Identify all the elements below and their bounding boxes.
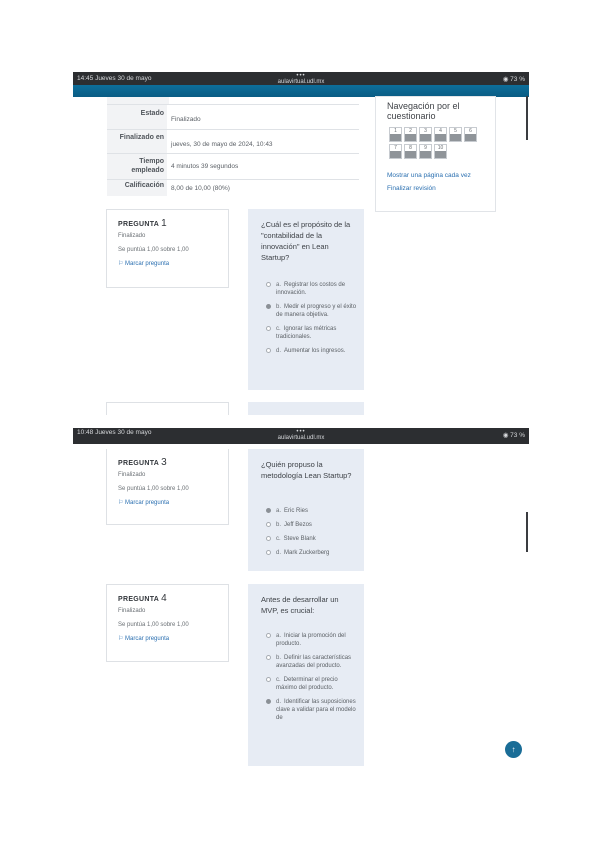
- status-time: 10:48 Jueves 30 de mayo: [77, 429, 152, 436]
- battery-indicator: ◉ 73 %: [502, 432, 525, 439]
- quiz-nav-button-4[interactable]: 4: [434, 127, 447, 142]
- question-text: ¿Cuál es el propósito de la "contabilidad de la innovación" en Lean Startup?: [261, 220, 351, 262]
- answer-option-a[interactable]: a. Iniciar la promoción del producto.: [266, 632, 358, 648]
- question-1-content: [248, 209, 364, 390]
- radio-button[interactable]: [266, 282, 271, 287]
- question-4-content: [248, 584, 364, 766]
- tab-dots[interactable]: •••: [296, 429, 306, 435]
- quiz-nav-button-8[interactable]: 8: [404, 144, 417, 159]
- answer-option-b[interactable]: b. Definir las características avanzadas del producto.: [266, 654, 358, 670]
- question-score: Se puntúa 1,00 sobre 1,00: [118, 622, 189, 628]
- answer-option-c[interactable]: c. Determinar el precio máximo del producto.: [266, 676, 358, 692]
- screenshot-top: [73, 72, 529, 415]
- radio-button[interactable]: [266, 348, 271, 353]
- flag-question-link[interactable]: ⚐ Marcar pregunta: [118, 636, 170, 642]
- scrollbar[interactable]: [526, 512, 528, 552]
- quiz-navigation-block: [375, 96, 496, 212]
- finalizado-value: jueves, 30 de mayo de 2024, 10:43: [171, 141, 273, 148]
- question-2-content-partial: [248, 402, 364, 415]
- flag-icon: ⚐: [118, 636, 126, 642]
- question-4-info: [106, 584, 229, 662]
- question-2-info-partial: [106, 402, 229, 415]
- answer-option-d[interactable]: d. Aumentar los ingresos.: [266, 347, 358, 355]
- radio-button[interactable]: [266, 522, 271, 527]
- answer-option-c[interactable]: c. Ignorar las métricas tradicionales.: [266, 325, 358, 341]
- estado-value: Finalizado: [171, 116, 201, 123]
- estado-label: Estado: [107, 105, 167, 129]
- radio-button-selected[interactable]: [266, 699, 271, 704]
- answer-options: [266, 507, 358, 563]
- flag-icon: ⚐: [118, 261, 126, 267]
- question-1-info: [106, 209, 229, 288]
- answer-option-d[interactable]: d. Identificar las suposiciones clave a validar para el modelo de: [266, 698, 358, 722]
- quiz-nav-button-10[interactable]: 10: [434, 144, 447, 159]
- flag-question-link[interactable]: ⚐ Marcar pregunta: [118, 261, 170, 267]
- answer-option-b[interactable]: b. Medir el progreso y el éxito de manera objetiva.: [266, 303, 358, 319]
- radio-button[interactable]: [266, 536, 271, 541]
- answer-option-d[interactable]: d. Mark Zuckerberg: [266, 549, 358, 557]
- quiz-nav-button-3[interactable]: 3: [419, 127, 432, 142]
- flag-icon: ⚐: [118, 500, 126, 506]
- arrow-up-icon[interactable]: ↑: [505, 741, 522, 758]
- question-status: Finalizado: [118, 233, 146, 239]
- radio-button-selected[interactable]: [266, 304, 271, 309]
- answer-option-b[interactable]: b. Jeff Bezos: [266, 521, 358, 529]
- question-text: Antes de desarrollar un MVP, es crucial:: [261, 595, 339, 615]
- answer-option-c[interactable]: c. Steve Blank: [266, 535, 358, 543]
- quiz-nav-button-9[interactable]: 9: [419, 144, 432, 159]
- status-time: 14:45 Jueves 30 de mayo: [77, 75, 152, 82]
- flag-question-link[interactable]: ⚐ Marcar pregunta: [118, 500, 170, 506]
- quiz-nav-button-2[interactable]: 2: [404, 127, 417, 142]
- radio-button[interactable]: [266, 550, 271, 555]
- quiz-nav-button-5[interactable]: 5: [449, 127, 462, 142]
- finish-review-link[interactable]: Finalizar revisión: [387, 185, 436, 192]
- url-label[interactable]: aulavirtual.udl.mx: [277, 435, 325, 441]
- quiz-nav-button-1[interactable]: 1: [389, 127, 402, 142]
- question-status: Finalizado: [118, 472, 146, 478]
- summary-row-tiempo: [107, 154, 359, 180]
- summary-row-estado: [107, 105, 359, 130]
- answer-option-a[interactable]: a. Registrar los costos de innovación.: [266, 281, 358, 297]
- question-score: Se puntúa 1,00 sobre 1,00: [118, 247, 189, 253]
- finalizado-label: Finalizado en: [107, 130, 167, 153]
- quiz-nav-button-6[interactable]: 6: [464, 127, 477, 142]
- quiz-nav-button-7[interactable]: 7: [389, 144, 402, 159]
- summary-row-finalizado: [107, 130, 359, 154]
- radio-button[interactable]: [266, 326, 271, 331]
- radio-button-selected[interactable]: [266, 508, 271, 513]
- summary-row-calificacion: [107, 180, 359, 196]
- screenshot-bottom: [73, 428, 529, 766]
- radio-button[interactable]: [266, 655, 271, 660]
- question-3-info: [106, 449, 229, 525]
- status-bar: [73, 428, 529, 444]
- url-label[interactable]: aulavirtual.udl.mx: [277, 79, 325, 85]
- quiz-navigation-title: Navegación por el cuestionario: [387, 101, 460, 121]
- battery-indicator: ◉ 73 %: [502, 76, 525, 83]
- attempt-summary-table: [107, 97, 359, 196]
- calificacion-label: Calificación: [107, 180, 167, 196]
- tiempo-label: Tiempo empleado: [107, 154, 167, 179]
- question-number: PREGUNTA 4: [118, 593, 168, 604]
- radio-button[interactable]: [266, 633, 271, 638]
- question-text: ¿Quién propuso la metodología Lean Startup?: [261, 460, 352, 480]
- question-status: Finalizado: [118, 608, 146, 614]
- calificacion-value: 8,00 de 10,00 (80%): [171, 185, 230, 192]
- status-bar: [73, 72, 529, 85]
- summary-row-partial: [107, 97, 359, 105]
- question-score: Se puntúa 1,00 sobre 1,00: [118, 486, 189, 492]
- answer-option-a[interactable]: a. Eric Ries: [266, 507, 358, 515]
- question-3-content: [248, 449, 364, 571]
- show-one-page-link[interactable]: Mostrar una página cada vez: [387, 172, 471, 179]
- question-number: PREGUNTA 3: [118, 457, 168, 468]
- answer-options: [266, 281, 358, 361]
- question-number: PREGUNTA 1: [118, 218, 168, 229]
- answer-options: [266, 632, 358, 728]
- scrollbar[interactable]: [526, 96, 528, 140]
- tiempo-value: 4 minutos 39 segundos: [171, 163, 239, 170]
- radio-button[interactable]: [266, 677, 271, 682]
- tab-dots[interactable]: •••: [296, 73, 306, 79]
